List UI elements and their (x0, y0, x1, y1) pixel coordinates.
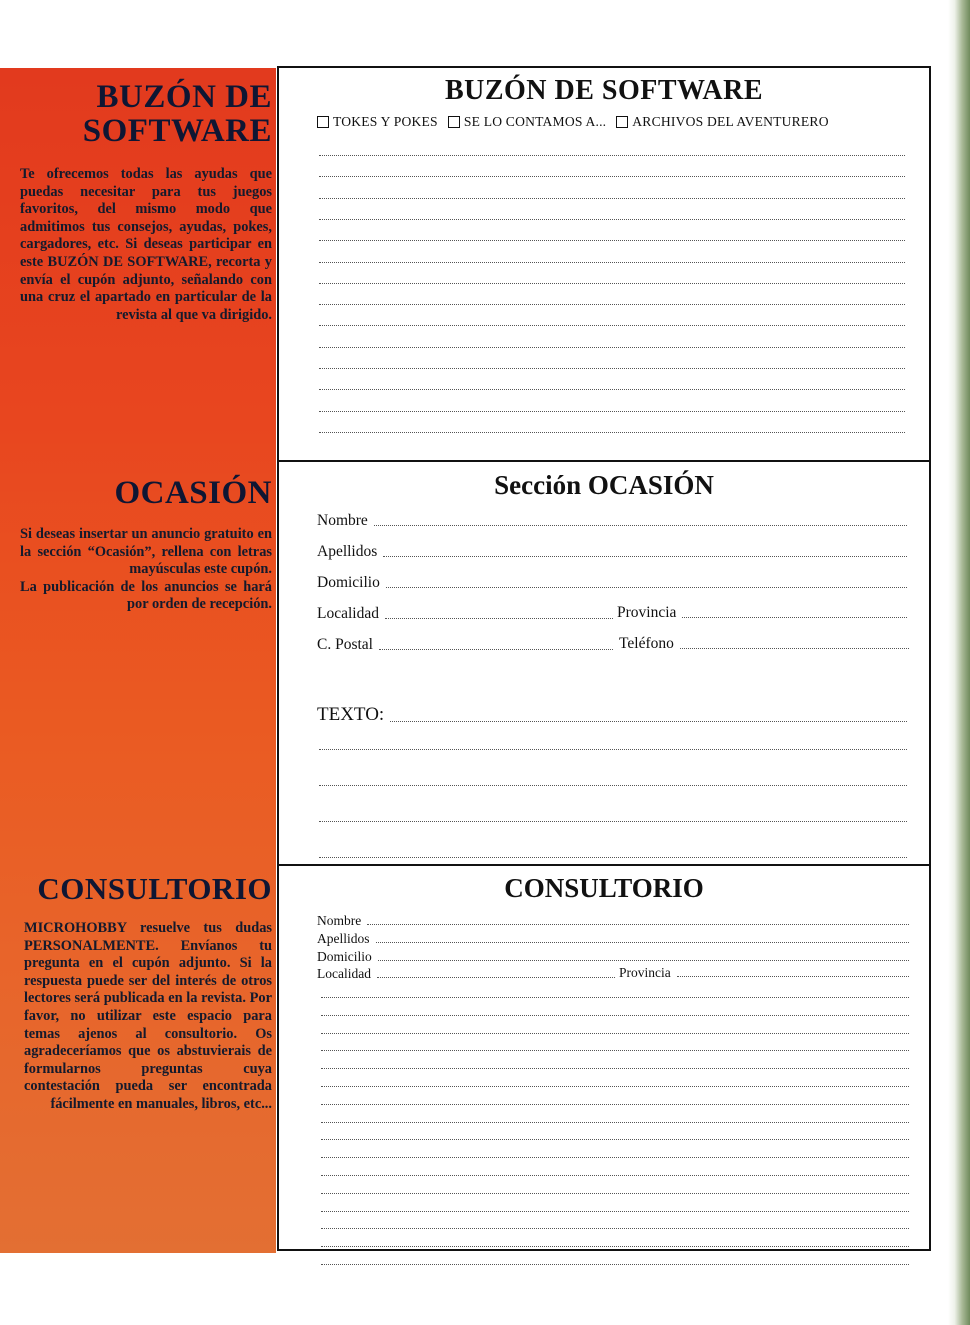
buzon-title-line2: SOFTWARE (82, 113, 272, 149)
ocasion-nombre-field[interactable] (317, 512, 907, 530)
write-line[interactable] (321, 1122, 909, 1123)
write-line[interactable] (321, 1211, 909, 1212)
checkbox-tokes-pokes[interactable] (317, 116, 329, 128)
buzon-form-section (279, 68, 929, 460)
apellidos-label: Apellidos (317, 931, 370, 946)
write-line[interactable] (319, 749, 907, 750)
option-label: TOKES Y POKES (333, 114, 438, 129)
adjacent-page-edge (948, 0, 970, 1325)
write-line[interactable] (319, 283, 905, 284)
checkbox-archivos[interactable] (616, 116, 628, 128)
write-line[interactable] (319, 857, 907, 858)
domicilio-label: Domicilio (317, 949, 372, 964)
write-line[interactable] (321, 1086, 909, 1087)
provincia-label: Provincia (619, 965, 671, 980)
ocasion-domicilio-field[interactable] (317, 574, 907, 592)
nombre-label: Nombre (317, 512, 368, 529)
ocasion-info-text-1: Si deseas insertar un anuncio gratuito en la sección “Ocasión”, rellena con letras mayúsculas este cupón. (20, 526, 272, 578)
ocasion-apellidos-field[interactable] (317, 543, 907, 561)
checkbox-se-lo-contamos[interactable] (448, 116, 460, 128)
buzon-info-title (20, 80, 272, 148)
buzon-title-line1: BUZÓN DE (96, 79, 272, 115)
write-line[interactable] (319, 411, 905, 412)
write-line[interactable] (321, 1033, 909, 1034)
localidad-label: Localidad (317, 605, 379, 622)
apellidos-label: Apellidos (317, 543, 378, 560)
ocasion-cpostal-field[interactable] (317, 636, 613, 654)
write-line[interactable] (321, 1050, 909, 1051)
ocasion-info (20, 476, 272, 614)
write-line[interactable] (321, 1264, 909, 1265)
buzon-form-title: BUZÓN DE SOFTWARE (444, 75, 764, 106)
option-label: SE LO CONTAMOS A... (463, 114, 607, 129)
consultorio-form-section (279, 864, 929, 1253)
buzon-info-text: Te ofrecemos todas las ayudas que puedas necesitar para tus juegos favoritos, del mismo modo que admitimos tus consejos, ayudas, pokes, cargadores, etc. Si deseas participar en este BUZÓN DE SOFTWARE, recorta y envía el cupón adjunto, señalando con una cruz el apartado en particular de la revista al que va dirigido. (20, 166, 272, 323)
write-line[interactable] (321, 1104, 909, 1105)
consultorio-provincia-field[interactable] (619, 965, 909, 981)
coupon-form (277, 66, 931, 1251)
write-line[interactable] (319, 155, 905, 156)
texto-label: TEXTO: (317, 704, 385, 725)
cpostal-label: C. Postal (317, 636, 373, 653)
write-line[interactable] (321, 1139, 909, 1140)
telefono-label: Teléfono (619, 635, 674, 652)
write-line[interactable] (319, 347, 905, 348)
write-line[interactable] (319, 262, 905, 263)
consultorio-nombre-field[interactable] (317, 913, 909, 929)
option-tokes-pokes[interactable] (317, 114, 438, 130)
option-label: ARCHIVOS DEL AVENTURERO (632, 114, 829, 129)
ocasion-provincia-field[interactable] (617, 604, 907, 622)
buzon-options (317, 114, 833, 130)
write-line[interactable] (319, 198, 905, 199)
write-line[interactable] (319, 219, 905, 220)
provincia-label: Provincia (617, 604, 677, 621)
write-line[interactable] (319, 821, 907, 822)
write-line[interactable] (321, 1246, 909, 1247)
buzon-info (20, 80, 272, 324)
consultorio-info (24, 872, 272, 1114)
consultorio-apellidos-field[interactable] (317, 931, 909, 947)
info-panel (0, 68, 276, 1253)
write-line[interactable] (321, 1015, 909, 1016)
write-line[interactable] (321, 1157, 909, 1158)
write-line[interactable] (321, 1193, 909, 1194)
write-line[interactable] (319, 176, 905, 177)
ocasion-localidad-field[interactable] (317, 605, 613, 623)
localidad-label: Localidad (317, 966, 371, 981)
write-line[interactable] (319, 368, 905, 369)
nombre-label: Nombre (317, 913, 362, 928)
ocasion-texto-field[interactable] (317, 704, 907, 726)
write-line[interactable] (321, 1228, 909, 1229)
option-se-lo-contamos[interactable] (448, 114, 606, 130)
consultorio-form-title: CONSULTORIO (504, 873, 704, 903)
ocasion-form-section (279, 460, 929, 864)
ocasion-info-title: OCASIÓN (114, 475, 272, 511)
write-line[interactable] (321, 1068, 909, 1069)
write-line[interactable] (319, 304, 905, 305)
write-line[interactable] (319, 432, 905, 433)
consultorio-localidad-field[interactable] (317, 966, 615, 982)
write-line[interactable] (319, 240, 905, 241)
consultorio-domicilio-field[interactable] (317, 949, 909, 965)
domicilio-label: Domicilio (317, 574, 380, 591)
write-line[interactable] (319, 389, 905, 390)
option-archivos[interactable] (616, 114, 828, 130)
ocasion-form-title: Sección OCASIÓN (494, 470, 714, 500)
ocasion-telefono-field[interactable] (619, 635, 909, 653)
write-line[interactable] (319, 325, 905, 326)
write-line[interactable] (319, 785, 907, 786)
ocasion-info-text-2: La publicación de los anuncios se hará por orden de recepción. (20, 578, 272, 613)
write-line[interactable] (321, 997, 909, 998)
write-line[interactable] (321, 1175, 909, 1176)
consultorio-info-text: MICROHOBBY resuelve tus dudas PERSONALMENTE. Envíanos tu pregunta en el cupón adjunto. Si la respuesta puede ser del interés de otros lectores será publicada en la revista. Por favor, no utilizar este espacio para temas ajenos al consultorio. Os agradeceríamos que os abstuvierais de formularnos preguntas cuya contestación pueda ser encontrada fácilmente en manuales, libros, etc... (24, 920, 272, 1112)
consultorio-info-title: CONSULTORIO (37, 871, 272, 906)
